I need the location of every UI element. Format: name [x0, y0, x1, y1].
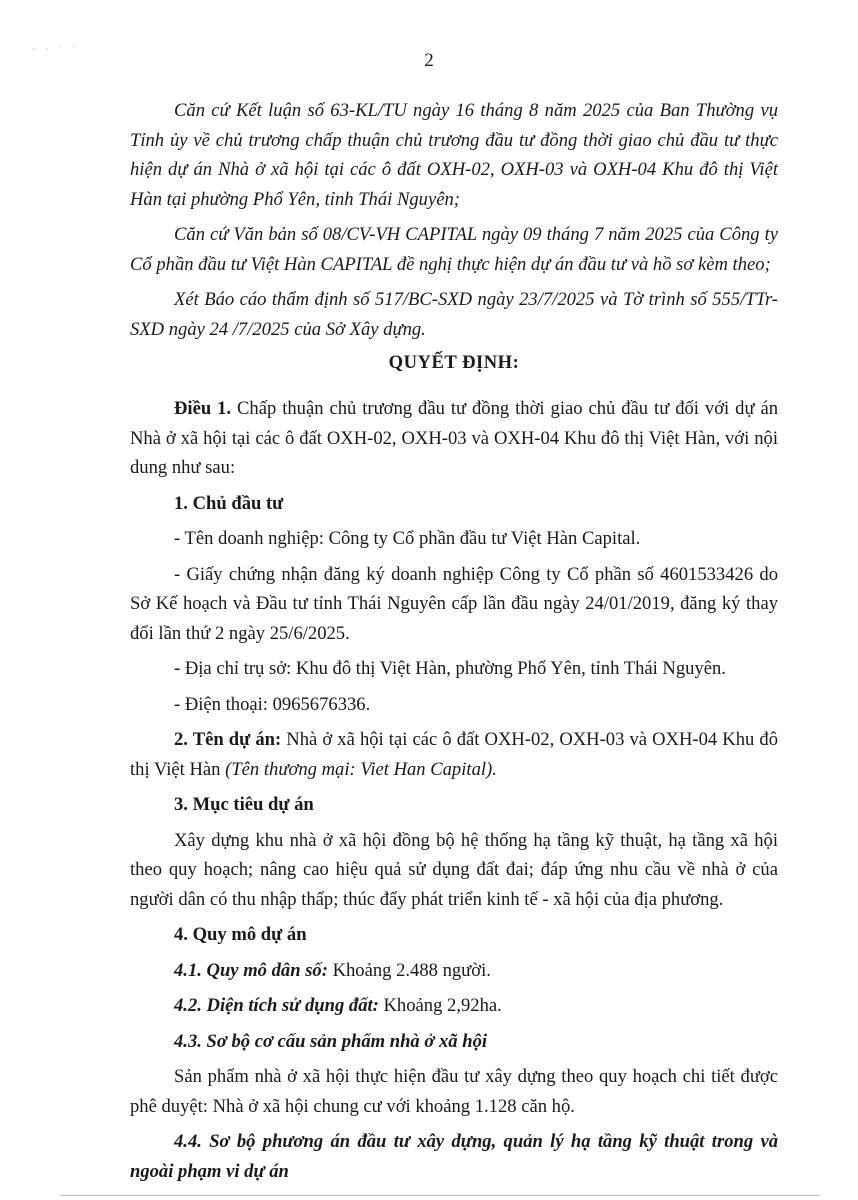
- business-registration: - Giấy chứng nhận đăng ký doanh nghiệp Công ty Cổ phần số 4601533426 do Sở Kế hoạch và Đầu tư tỉnh Thái Nguyên cấp lần đầu ngày 24/01/2019, đăng ký thay đổi lần thứ 2 ngày 25/6/2025.: [130, 563, 778, 644]
- decision-heading: QUYẾT ĐỊNH:: [388, 352, 520, 373]
- section-4-3-heading: 4.3. Sơ bộ cơ cấu sản phẩm nhà ở xã hội: [174, 1030, 488, 1052]
- phone-number: - Điện thoại: 0965676336.: [174, 693, 371, 715]
- section-4-1: 4.1. Quy mô dân số: Khoảng 2.488 người.: [174, 959, 491, 981]
- basis-paragraph-2: Căn cứ Văn bản số 08/CV-VH CAPITAL ngày 09 tháng 7 năm 2025 của Công ty Cổ phần đầu tư Việt Hàn CAPITAL đề nghị thực hiện dự án đầu tư và hồ sơ kèm theo;: [130, 224, 778, 275]
- basis-paragraph-3: Xét Báo cáo thẩm định số 517/BC-SXD ngày 23/7/2025 và Tờ trình số 555/TTr-SXD ngày 24 /7/2025 của Sở Xây dựng.: [130, 289, 778, 340]
- page-number: 2: [424, 50, 434, 71]
- section-4-2: 4.2. Diện tích sử dụng đất: Khoảng 2,92ha.: [174, 995, 502, 1016]
- document-body: [130, 96, 778, 1186]
- section-1-heading: 1. Chủ đầu tư: [174, 492, 284, 514]
- section-3-text: Xây dựng khu nhà ở xã hội đồng bộ hệ thống hạ tầng kỹ thuật, hạ tầng xã hội theo quy hoạch; nâng cao hiệu quả sử dụng đất đai; đáp ứng nhu cầu về nhà ở của người dân có thu nhập thấp; thúc đẩy phát triển kinh tế - xã hội của địa phương.: [130, 829, 778, 910]
- section-3-heading: 3. Mục tiêu dự án: [174, 794, 314, 815]
- section-4-4-heading: 4.4. Sơ bộ phương án đầu tư xây dựng, quản lý hạ tầng kỹ thuật trong và ngoài phạm vi dự án: [130, 1131, 778, 1182]
- section-2-project-name: 2. Tên dự án: Nhà ở xã hội tại các ô đất OXH-02, OXH-03 và OXH-04 Khu đô thị Việt Hàn (Tên thương mại: Viet Han Capital).: [130, 729, 778, 780]
- article-1: Điều 1. Chấp thuận chủ trương đầu tư đồng thời giao chủ đầu tư đối với dự án Nhà ở xã hội tại các ô đất OXH-02, OXH-03 và OXH-04 Khu đô thị Việt Hàn, với nội dung như sau:: [130, 398, 779, 478]
- section-4-3-text: Sản phẩm nhà ở xã hội thực hiện đầu tư xây dựng theo quy hoạch chi tiết được phê duyệt: Nhà ở xã hội chung cư với khoảng 1.128 căn hộ.: [130, 1066, 778, 1117]
- head-office-address: - Địa chỉ trụ sở: Khu đô thị Việt Hàn, phường Phổ Yên, tỉnh Thái Nguyên.: [174, 658, 726, 679]
- company-name: - Tên doanh nghiệp: Công ty Cổ phần đầu tư Việt Hàn Capital.: [174, 528, 641, 549]
- basis-paragraph-1: Căn cứ Kết luận số 63-KL/TU ngày 16 tháng 8 năm 2025 của Ban Thường vụ Tỉnh ủy về chủ trương chấp thuận chủ trương đầu tư đồng thời giao chủ đầu tư thực hiện dự án Nhà ở xã hội tại các ô đất OXH-02, OXH-03 và OXH-04 Khu đô thị Việt Hàn tại phường Phổ Yên, tỉnh Thái Nguyên;: [130, 100, 778, 210]
- section-4-heading: 4. Quy mô dự án: [174, 924, 307, 945]
- scan-specks: · · ˙ ˈ: [32, 44, 79, 54]
- scan-edge-line: [60, 1195, 820, 1196]
